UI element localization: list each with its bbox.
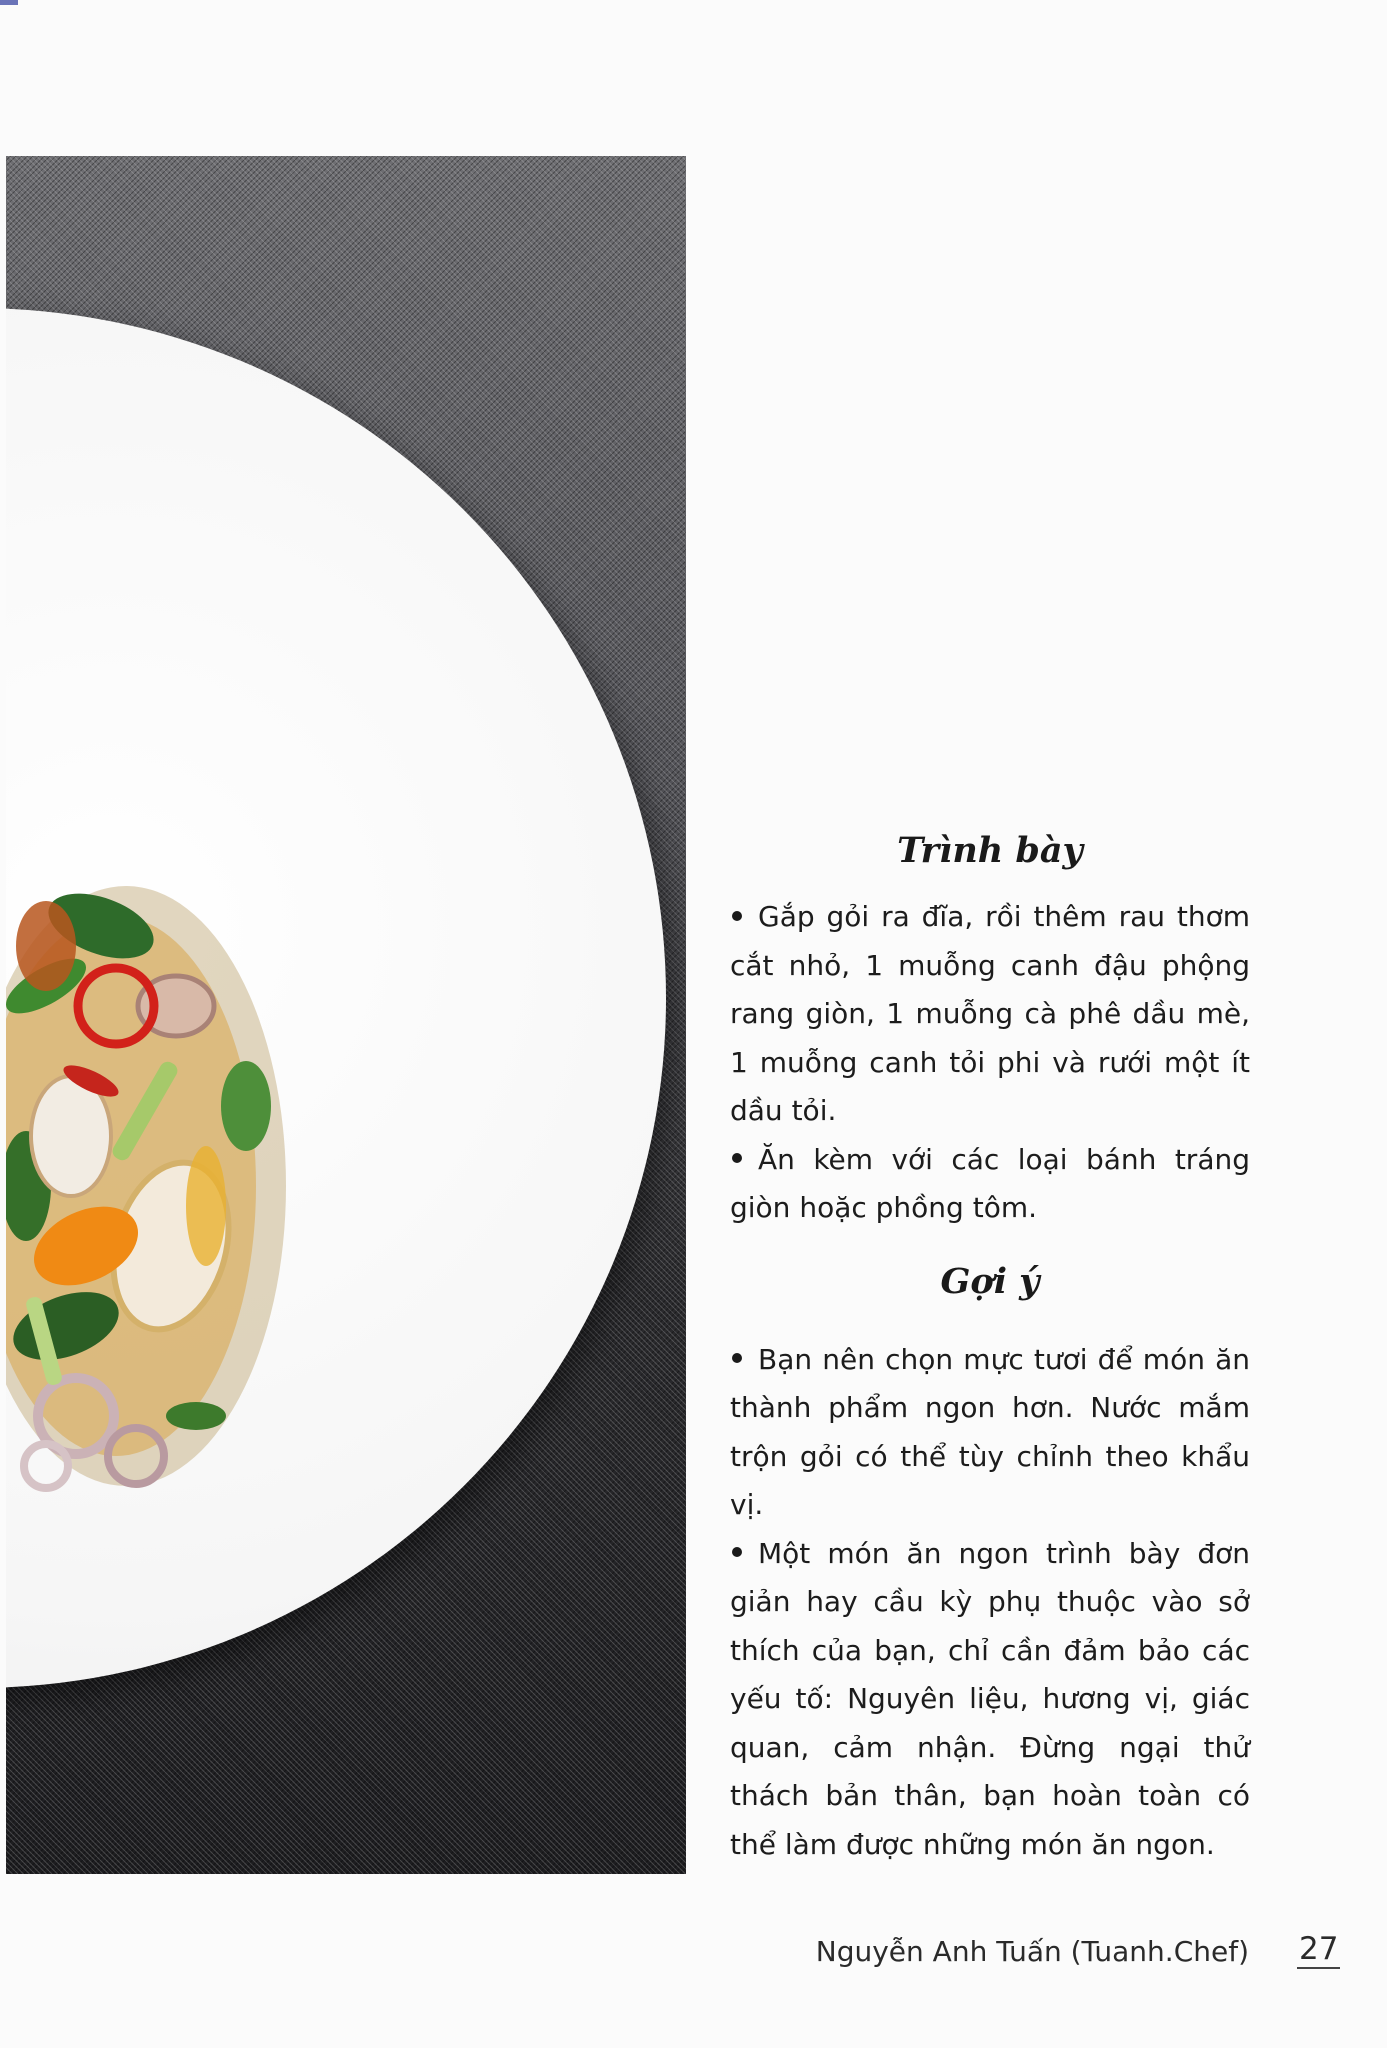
bullet-icon: [732, 911, 742, 921]
bullet-icon: [732, 1547, 742, 1557]
suggestion-list: [730, 1336, 1250, 1870]
dish-photo: [6, 156, 686, 1874]
presentation-item-text: Ăn kèm với các loại bánh tráng giòn hoặc phồng tôm.: [730, 1142, 1250, 1224]
recipe-text-column: [730, 830, 1250, 1869]
list-item: [730, 1336, 1250, 1530]
list-item: [730, 893, 1250, 1136]
suggestion-item-text: Bạn nên chọn mực tươi để món ăn thành phẩm ngon hơn. Nước mắm trộn gỏi có thể tùy chỉnh theo khẩu vị.: [730, 1342, 1250, 1521]
presentation-item-text: Gắp gỏi ra đĩa, rồi thêm rau thơm cắt nhỏ, 1 muỗng canh đậu phộng rang giòn, 1 muỗng cà phê dầu mè, 1 muỗng canh tỏi phi và rưới một ít dầu tỏi.: [730, 900, 1250, 1127]
author-name: Nguyễn Anh Tuấn (Tuanh.Chef): [815, 1935, 1249, 1968]
presentation-heading: Trình bày: [897, 830, 1083, 871]
list-item: [730, 1136, 1250, 1233]
squid-salad-illustration: [6, 856, 306, 1556]
suggestion-item-text: Một món ăn ngon trình bày đơn giản hay cầu kỳ phụ thuộc vào sở thích của bạn, chỉ cần đảm bảo các yếu tố: Nguyên liệu, hương vị, giác quan, cảm nhận. Đừng ngại thử thách bản thân, bạn hoàn toàn có thể làm được những món ăn ngon.: [730, 1536, 1250, 1861]
list-item: [730, 1530, 1250, 1870]
top-edge-mark: [0, 0, 18, 5]
bullet-icon: [732, 1353, 742, 1363]
presentation-list: [730, 893, 1250, 1233]
page-number: 27: [1299, 1931, 1339, 1967]
bullet-icon: [732, 1153, 742, 1163]
page-footer: [0, 1931, 1387, 1985]
suggestion-heading: Gợi ý: [940, 1260, 1040, 1302]
